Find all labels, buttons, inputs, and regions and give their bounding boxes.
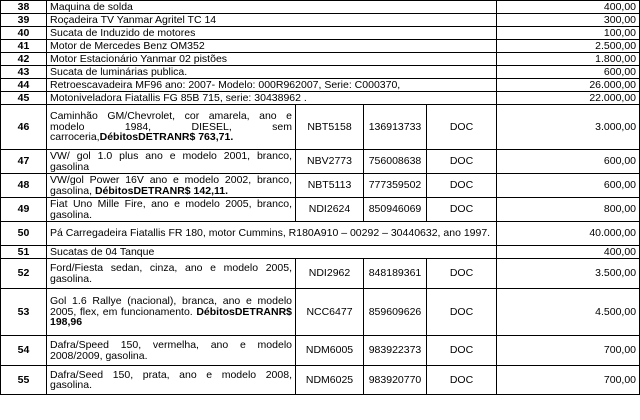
item-description: Retroescavadeira MF96 ano: 2007- Modelo: 000R962007, Serie: C000370, [47, 79, 497, 92]
item-number: 43 [1, 66, 47, 79]
item-description: Motor de Mercedes Benz OM352 [47, 40, 497, 53]
item-value: 100,00 [497, 27, 640, 40]
item-description: Motor Estacionário Yanmar 02 pistões [47, 53, 497, 66]
item-number: 45 [1, 92, 47, 105]
table-row [1, 150, 640, 174]
item-value: 40.000,00 [497, 222, 640, 246]
item-number: 50 [1, 222, 47, 246]
table-row [1, 174, 640, 198]
renavam-number: 983920770 [364, 366, 427, 395]
renavam-number: 136913733 [364, 105, 427, 150]
table-row [1, 66, 640, 79]
table-row [1, 105, 640, 150]
renavam-number: 777359502 [364, 174, 427, 198]
doc-status: DOC [427, 198, 497, 222]
table-row [1, 1, 640, 14]
license-plate: NDM6005 [296, 336, 364, 366]
detran-debt: DébitosDETRANR$ 198,96 [50, 305, 293, 329]
doc-status: DOC [427, 259, 497, 289]
table-row [1, 27, 640, 40]
table-row [1, 289, 640, 336]
item-number: 55 [1, 366, 47, 395]
item-number: 51 [1, 246, 47, 259]
item-value: 700,00 [497, 366, 640, 395]
description-text: Gol 1.6 Rallye (nacional), branca, ano e modelo 2005, flex, em funcionamento. [50, 295, 292, 318]
item-value: 600,00 [497, 150, 640, 174]
item-value: 700,00 [497, 336, 640, 366]
description-text: VW/gol Power 16V ano e modelo 2002, branco, gasolina, [50, 174, 292, 197]
item-description: VW/ gol 1.0 plus ano e modelo 2001, branco, gasolina [47, 150, 296, 174]
detran-debt: DébitosDETRANR$ 142,11. [94, 184, 228, 197]
doc-status: DOC [427, 174, 497, 198]
item-description: Sucatas de 04 Tanque [47, 246, 497, 259]
item-description [47, 289, 296, 336]
item-number: 49 [1, 198, 47, 222]
item-number: 44 [1, 79, 47, 92]
license-plate: NBT5113 [296, 174, 364, 198]
table-row [1, 259, 640, 289]
license-plate: NDI2624 [296, 198, 364, 222]
item-description: Sucata de luminárias publica. [47, 66, 497, 79]
item-description: Sucata de Induzido de motores [47, 27, 497, 40]
table-row [1, 246, 640, 259]
renavam-number: 850946069 [364, 198, 427, 222]
item-number: 46 [1, 105, 47, 150]
license-plate: NDM6025 [296, 366, 364, 395]
item-number: 48 [1, 174, 47, 198]
table-row [1, 366, 640, 395]
item-value: 300,00 [497, 14, 640, 27]
item-value: 22.000,00 [497, 92, 640, 105]
table-row [1, 222, 640, 246]
item-number: 47 [1, 150, 47, 174]
item-number: 40 [1, 27, 47, 40]
item-value: 2.500,00 [497, 40, 640, 53]
table-row [1, 198, 640, 222]
item-value: 3.000,00 [497, 105, 640, 150]
license-plate: NDI2962 [296, 259, 364, 289]
doc-status: DOC [427, 150, 497, 174]
item-description: Roçadeira TV Yanmar Agritel TC 14 [47, 14, 497, 27]
item-description: Maquina de solda [47, 1, 497, 14]
renavam-number: 756008638 [364, 150, 427, 174]
table-row [1, 53, 640, 66]
item-number: 38 [1, 1, 47, 14]
item-description: Ford/Fiesta sedan, cinza, ano e modelo 2005, gasolina. [47, 259, 296, 289]
item-description: Pá Carregadeira Fiatallis FR 180, motor Cummins, R180A910 – 00292 – 30440632, ano 1997. [47, 222, 497, 246]
item-description: Motoniveladora Fiatallis FG 85B 715, serie: 30438962 . [47, 92, 497, 105]
item-value: 1.800,00 [497, 53, 640, 66]
item-value: 4.500,00 [497, 289, 640, 336]
item-number: 53 [1, 289, 47, 336]
item-number: 54 [1, 336, 47, 366]
license-plate: NBT5158 [296, 105, 364, 150]
item-value: 400,00 [497, 1, 640, 14]
item-description: Dafra/Speed 150, vermelha, ano e modelo 2008/2009, gasolina. [47, 336, 296, 366]
item-description: Fiat Uno Mille Fire, ano e modelo 2005, branco, gasolina. [47, 198, 296, 222]
renavam-number: 848189361 [364, 259, 427, 289]
item-description [47, 174, 296, 198]
renavam-number: 983922373 [364, 336, 427, 366]
doc-status: DOC [427, 105, 497, 150]
doc-status: DOC [427, 366, 497, 395]
detran-debt: DébitosDETRANR$ 763,71. [99, 131, 234, 144]
item-value: 600,00 [497, 66, 640, 79]
item-number: 52 [1, 259, 47, 289]
table-row [1, 79, 640, 92]
doc-status: DOC [427, 336, 497, 366]
doc-status: DOC [427, 289, 497, 336]
item-value: 400,00 [497, 246, 640, 259]
table-row [1, 92, 640, 105]
item-value: 800,00 [497, 198, 640, 222]
item-number: 39 [1, 14, 47, 27]
license-plate: NBV2773 [296, 150, 364, 174]
description-text: Caminhão GM/Chevrolet, cor amarela, ano e modelo 1984, DIESEL, sem carroceria, [50, 110, 292, 144]
item-value: 26.000,00 [497, 79, 640, 92]
table-row [1, 336, 640, 366]
item-description [47, 105, 296, 150]
item-value: 3.500,00 [497, 259, 640, 289]
item-value: 600,00 [497, 174, 640, 198]
renavam-number: 859609626 [364, 289, 427, 336]
item-description: Dafra/Seed 150, prata, ano e modelo 2008, gasolina. [47, 366, 296, 395]
item-number: 42 [1, 53, 47, 66]
license-plate: NCC6477 [296, 289, 364, 336]
item-number: 41 [1, 40, 47, 53]
table-row [1, 40, 640, 53]
table-row [1, 14, 640, 27]
